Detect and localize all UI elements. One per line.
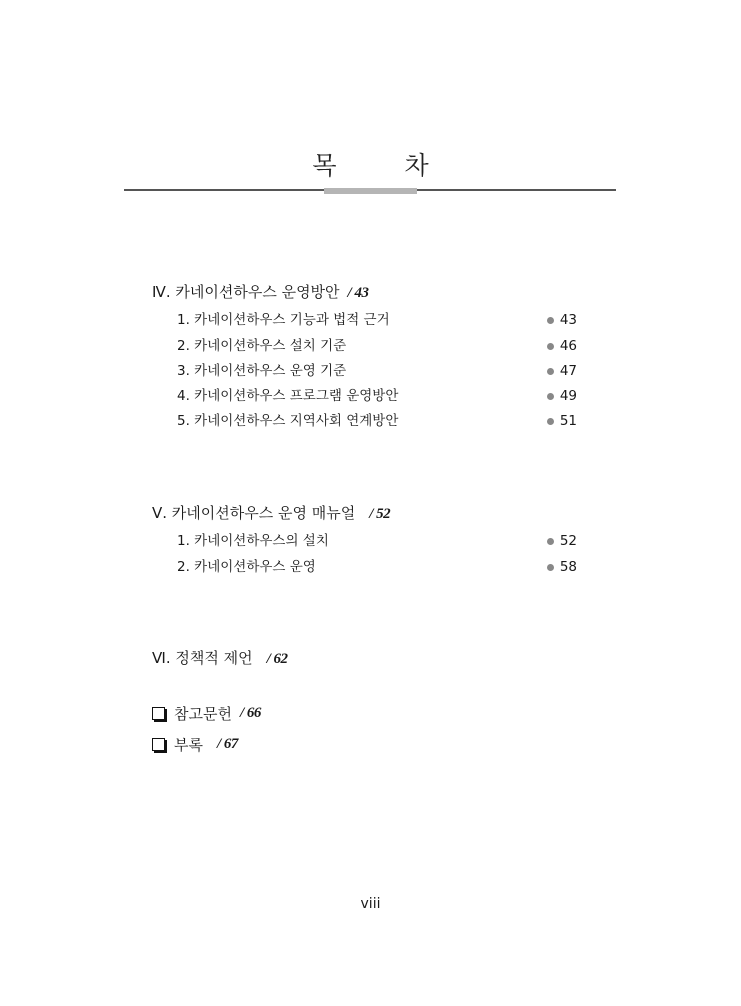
toc-entry[interactable] — [177, 531, 577, 551]
toc-references[interactable] — [152, 703, 261, 724]
section-heading-label: Ⅳ. 카네이션하우스 운영방안 — [152, 283, 340, 301]
toc-references-label: 참고문헌 — [174, 705, 232, 723]
section-heading-6[interactable] — [152, 647, 288, 668]
toc-appendix-page: / 67 — [216, 736, 238, 752]
toc-entry[interactable] — [177, 411, 577, 431]
toc-entry-page: 52 — [559, 533, 577, 549]
toc-entry-page: 49 — [559, 388, 577, 404]
section-heading-label: Ⅵ. 정책적 제언 — [152, 649, 253, 667]
toc-entry-label: 1. 카네이션하우스 기능과 법적 근거 — [177, 312, 390, 328]
section-page-number: / 62 — [266, 651, 288, 667]
title-rule-accent — [324, 188, 417, 194]
section-heading-label: Ⅴ. 카네이션하우스 운영 매뉴얼 — [152, 504, 356, 522]
toc-references-page: / 66 — [239, 705, 261, 721]
toc-entry-label: 2. 카네이션하우스 설치 기준 — [177, 338, 347, 354]
toc-entry[interactable] — [177, 361, 577, 381]
toc-entry-label: 5. 카네이션하우스 지역사회 연계방안 — [177, 413, 399, 429]
toc-entry[interactable] — [177, 336, 577, 356]
checkbox-square-icon — [152, 707, 165, 720]
bullet-icon — [547, 393, 554, 400]
toc-entry-page: 47 — [559, 363, 577, 379]
toc-entry-page: 43 — [559, 312, 577, 328]
section-heading-5[interactable] — [152, 502, 390, 523]
section-heading-4[interactable] — [152, 281, 368, 302]
toc-entry[interactable] — [177, 310, 577, 330]
bullet-icon — [547, 317, 554, 324]
toc-appendix-label: 부록 — [174, 736, 203, 754]
page-title: 목 차 — [312, 151, 459, 180]
toc-entry-page: 58 — [559, 559, 577, 575]
bullet-icon — [547, 368, 554, 375]
bullet-icon — [547, 564, 554, 571]
checkbox-square-icon — [152, 738, 165, 751]
bullet-icon — [547, 538, 554, 545]
toc-entry[interactable] — [177, 386, 577, 406]
section-page-number: / 43 — [347, 285, 369, 301]
toc-entry-label: 3. 카네이션하우스 운영 기준 — [177, 363, 347, 379]
toc-entry-label: 4. 카네이션하우스 프로그램 운영방안 — [177, 388, 399, 404]
bullet-icon — [547, 418, 554, 425]
toc-entry-label: 1. 카네이션하우스의 설치 — [177, 533, 329, 549]
page-number-footer: viii — [360, 896, 381, 912]
section-page-number: / 52 — [369, 506, 391, 522]
bullet-icon — [547, 343, 554, 350]
toc-appendix[interactable] — [152, 734, 238, 755]
toc-entry-label: 2. 카네이션하우스 운영 — [177, 559, 316, 575]
toc-entry-page: 51 — [559, 413, 577, 429]
toc-entry[interactable] — [177, 557, 577, 577]
toc-entry-page: 46 — [559, 338, 577, 354]
